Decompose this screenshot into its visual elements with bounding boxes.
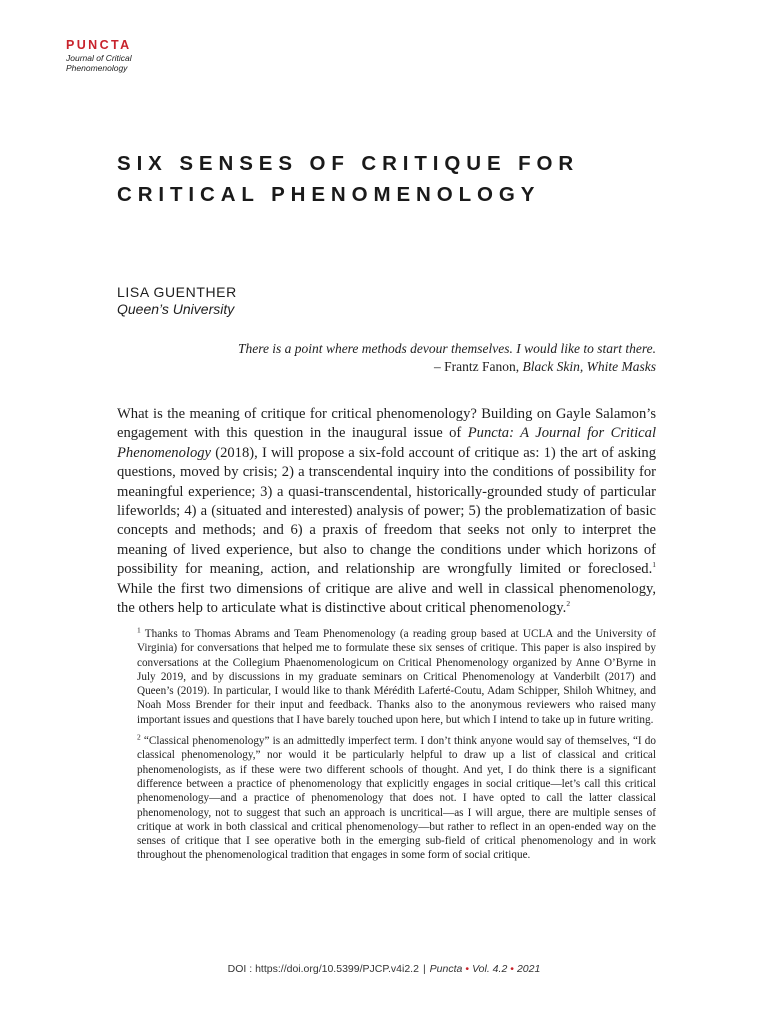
footer-journal: Puncta bbox=[429, 963, 463, 975]
article-title bbox=[117, 148, 579, 210]
body-text-segment: While the first two dimensions of critique are alive and well in classical phenomenology, the others help to articulate what is distinctive about critical phenomenology. bbox=[117, 580, 656, 617]
body-text bbox=[117, 405, 656, 618]
journal-subtitle-line-2: Phenomenology bbox=[66, 63, 128, 73]
article-title-line-2: CRITICAL PHENOMENOLOGY bbox=[117, 183, 541, 206]
author-affiliation: Queen’s University bbox=[117, 301, 235, 317]
footnote-ref-1[interactable]: 1 bbox=[652, 560, 656, 570]
footer-separator: | bbox=[422, 963, 426, 975]
footnote-mark: 1 bbox=[137, 625, 141, 635]
footer-bullet: • bbox=[510, 963, 514, 975]
body-text-segment: (2018), I will propose a six-fold account of critique as: 1) the art of asking questions, moved by crisis; 2) a transcendental inquiry into the conditions of possibility for meaningful experience; 3) a quasi-transcendental, historically-grounded study of particular lifeworlds; 4) a (situated and interested) analysis of power; 5) the problematization of basic concepts and methods; and 6) a praxis of freedom that seeks not only to interpret the meaning of lived experience, but also to change the conditions under which horizons of possibility for meaning, action, and relationship are wrongfully limited or foreclosed. bbox=[117, 444, 656, 578]
footnotes bbox=[137, 627, 656, 870]
journal-subtitle-line-1: Journal of Critical bbox=[66, 53, 132, 63]
footer-year: 2021 bbox=[516, 963, 541, 975]
epigraph-attribution-author: – Frantz Fanon, bbox=[434, 359, 523, 374]
journal-name: PUNCTA bbox=[66, 38, 132, 52]
journal-brand bbox=[66, 38, 132, 73]
footnote-text: “Classical phenomenology” is an admittedly imperfect term. I don’t think anyone would say of themselves, “I do classical phenomenology,” nor would it be particularly helpful to draw up a list of classical and critical phenomenologists, as if these were two different schools of thought. And yet, I do think there is a significant difference between a practice of phenomenology that explicitly engages in social critique—let’s call this critical phenomenology—and a practice of phenomenology that does not. I have opted to call the latter classical phenomenology, not to suggest that such an approach is uncritical—as I will argue, there are multiple senses of critique at work in both classical and critical phenomenology—but rather to reflect in an open-ended way on the senses of critique that I see operative both in the emerging sub-field of critical phenomenology and in work throughout the phenomenological tradition that engages in some form of social critique. bbox=[137, 735, 656, 862]
footer-volume: Vol. 4.2 bbox=[472, 963, 508, 975]
page-footer bbox=[0, 963, 768, 975]
footnote-text: Thanks to Thomas Abrams and Team Phenomenology (a reading group based at UCLA and the University of Virginia) for conversations that helped me to formulate these six senses of critique. This paper is also inspired by conversations at the Collegium Phaenomenologicum on Critical Phenomenology organized by Anne O’Byrne in July 2019, and by discussions in my graduate seminars on Critical Phenomenology at Vanderbilt (2017) and Queen’s (2019). In particular, I would like to thank Mérédith Laferté-Coutu, Adam Schipper, Shiloh Whitney, and Noah Moss Brender for their input and feedback. Thanks also to the anonymous reviewers who raised many important issues and questions that I have barely touched upon here, but which I intend to take up in future writing. bbox=[137, 628, 656, 726]
epigraph-attribution-work: Black Skin, White Masks bbox=[522, 359, 656, 374]
author-name: LISA GUENTHER bbox=[117, 284, 237, 300]
footer-bullet: • bbox=[465, 963, 470, 975]
author-block bbox=[117, 284, 237, 318]
body-paragraph bbox=[117, 405, 656, 618]
footnote-1 bbox=[137, 627, 656, 727]
journal-reference: Puncta: A Journal for Critical Phenomenology bbox=[117, 425, 656, 461]
epigraph-quote: There is a point where methods devour themselves. I would like to start there. bbox=[237, 341, 656, 356]
doi-link[interactable]: DOI : https://doi.org/10.5399/PJCP.v4i2.2 bbox=[227, 963, 419, 975]
body-text-segment: What is the meaning of critique for critical phenomenology? Building on Gayle Salamon’s engagement with this question in the inaugural issue of bbox=[117, 406, 656, 442]
footnote-mark: 2 bbox=[137, 732, 141, 742]
article-title-line-1: SIX SENSES OF CRITIQUE FOR bbox=[117, 152, 580, 175]
epigraph bbox=[238, 340, 656, 376]
epigraph-attribution bbox=[238, 358, 656, 376]
footnote-2 bbox=[137, 734, 656, 863]
footnote-ref-2[interactable]: 2 bbox=[566, 599, 571, 609]
